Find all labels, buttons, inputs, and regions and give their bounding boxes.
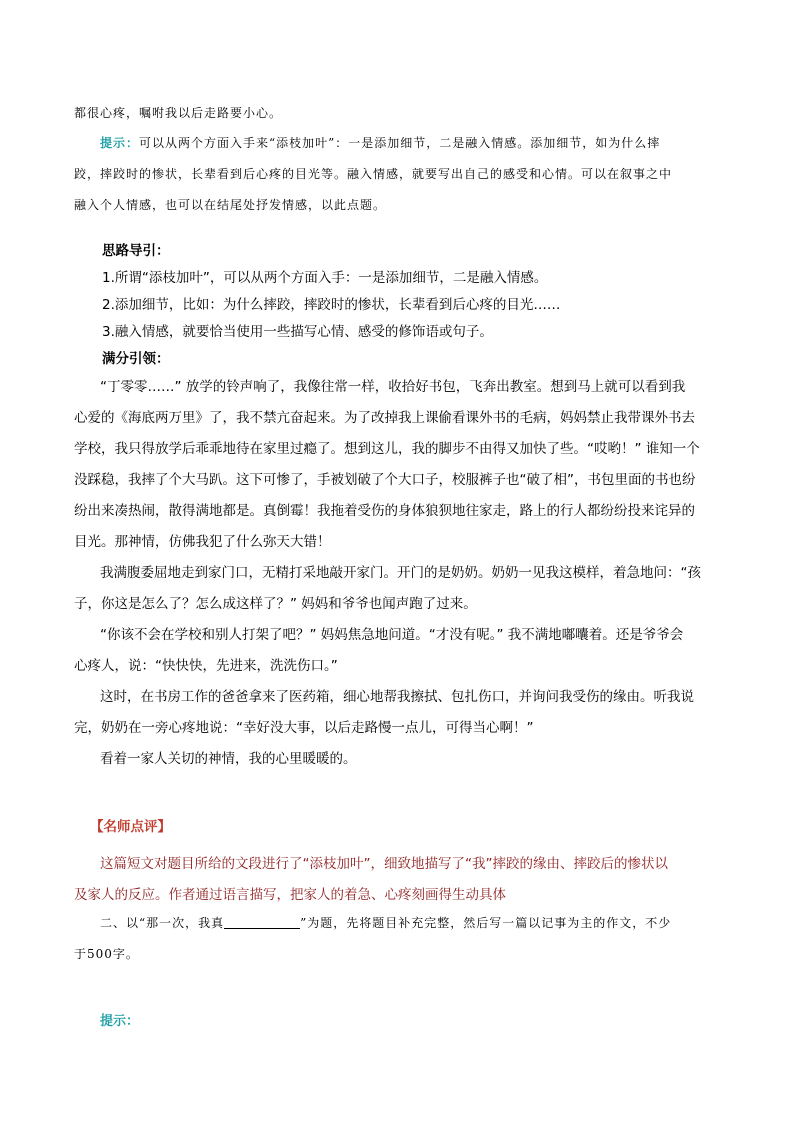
- fill-blank[interactable]: [224, 914, 300, 929]
- guide-block: [74, 238, 724, 373]
- intro-line: 都很心疼，嘱咐我以后走路要小心。: [74, 106, 283, 120]
- guide-item: 3.融入情感，就要恰当使用一些描写心情、感受的修饰语或句子。: [102, 324, 493, 340]
- guide-title: 思路导引：: [102, 243, 170, 259]
- essay-paragraph: 看着一家人关切的神情，我的心里暖暖的。: [100, 751, 357, 767]
- sample-essay: [74, 372, 724, 775]
- guide-item: 1.所谓“添枝加叶”，可以从两个方面入手：一是添加细节，二是融入情感。: [102, 270, 548, 286]
- tip-two: [74, 1006, 724, 1037]
- task-two: 二、以“那一次，我真 ”为题，先将题目补充完整，然后写一篇以记事为主的作文，不少 于500字。: [74, 916, 672, 961]
- essay-paragraph: “丁零零……” 放学的铃声响了，我像往常一样，收拾好书包，飞奔出教室。想到马上就可以看到我 心爱的《海底两万里》了，我不禁亢奋起来。为了改掉我上课偷看课外书的毛病，妈妈禁止我带课外书去 学校，我只得放学后乖乖地待在家里过瘾了。想到这儿，我的脚步不由得又加快了些。“哎哟！” 谁知一个 没踩稳，我摔了个大马趴。这下可惨了，手被划破了个大口子，校服裤子也“破了相”，书包里面的书也纷 纷出来凑热闹，散得满地都是。真倒霉！我拖着受伤的身体狼狈地往家走，路上的行人都纷纷投来诧异的 目光。那神情，仿佛我犯了什么弥天大错！: [74, 379, 700, 550]
- essay-paragraph: 这时，在书房工作的爸爸拿来了医药箱，细心地帮我擦拭、包扎伤口，并询问我受伤的缘由。听我说 完，奶奶在一旁心疼地说：“幸好没大事，以后走路慢一点儿，可得当心啊！”: [74, 689, 694, 736]
- comment-title: 【名师点评】: [90, 819, 171, 835]
- sample-title: 满分引领：: [102, 351, 170, 367]
- essay-paragraph: 我满腹委屈地走到家门口，无精打采地敲开家门。开门的是奶奶。奶奶一见我这模样，着急地问：“孩 子，你这是怎么了？怎么成这样了？” 妈妈和爷爷也闻声跑了过来。: [74, 565, 701, 612]
- guide-item: 2.添加细节，比如：为什么摔跤，摔跤时的惨状，长辈看到后心疼的目光……: [102, 297, 561, 313]
- comment-block: 【名师点评】 这篇短文对题目所给的文段进行了“添枝加叶”，细致地描写了“我”摔跤的缘由、摔跤后的惨状以 及家人的反应。作者通过语言描写，把家人的着急、心疼刻画得生动具体: [74, 812, 724, 911]
- tip-block: 提示：可以从两个方面入手来“添枝加叶”：一是添加细节，二是融入情感。添加细节，如为什么摔 跤，摔跤时的惨状，长辈看到后心疼的目光等。融入情感，就要写出自己的感受和心情。可以在叙事之中 融入个人情感，也可以在结尾处抒发情感，以此点题。: [74, 136, 673, 212]
- essay-paragraph: “你该不会在学校和别人打架了吧？” 妈妈焦急地问道。“才没有呢。” 我不满地嘟囔着。还是爷爷会 心疼人，说：“快快快，先进来，洗洗伤口。”: [74, 627, 684, 674]
- tip-label: 提示：: [100, 136, 140, 150]
- tip-label: 提示：: [100, 1014, 140, 1029]
